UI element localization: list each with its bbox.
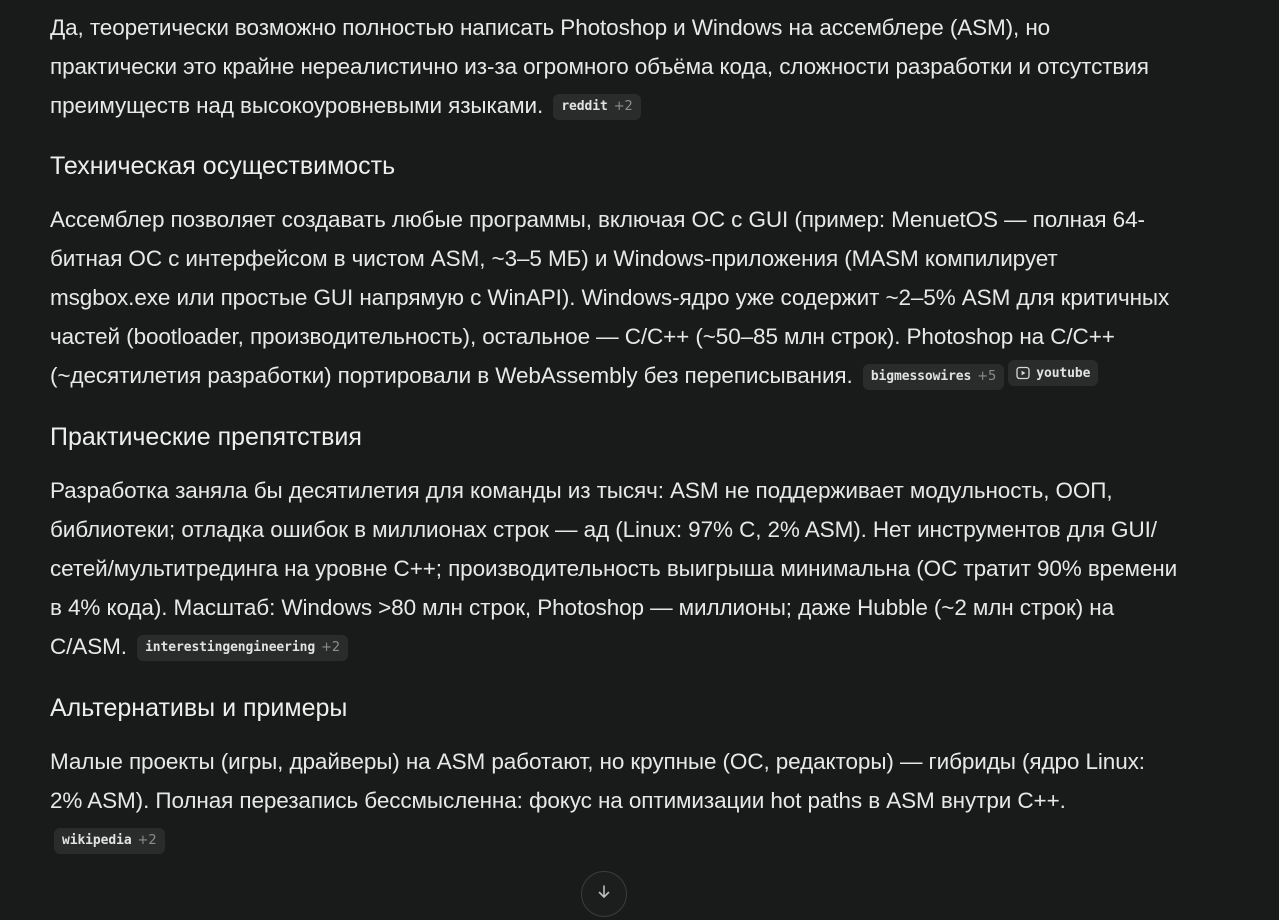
section-heading-feasibility: Техническая осуществимость — [50, 152, 396, 180]
section-paragraph-alternatives — [50, 742, 1180, 859]
video-icon — [1016, 366, 1030, 380]
source-chip-reddit[interactable] — [553, 94, 640, 120]
source-chip-label: bigmessowires — [870, 369, 972, 384]
intro-paragraph — [50, 8, 1180, 125]
source-chip-label: youtube — [1036, 365, 1091, 381]
section-paragraph-obstacles — [50, 471, 1180, 666]
arrow-down-icon — [595, 883, 613, 906]
answer-content — [50, 8, 1180, 859]
source-chip-label: reddit — [561, 99, 608, 114]
section-heading-alternatives: Альтернативы и примеры — [50, 694, 348, 722]
source-chip-label: interestingengineering — [145, 640, 316, 655]
source-chip-count: +2 — [321, 640, 341, 655]
section-text: Ассемблер позволяет создавать любые программы, включая ОС с GUI (пример: MenuetOS — полная 64-битная ОС с интерфейсом в чистом ASM, ~3–5 МБ) и Windows-приложения (MASM компилирует msgbox.exe или простые GUI напрямую с WinAPI). Windows-ядро уже содержит ~2–5% ASM для критичных частей (bootloader, производительность), остальное — C/C++ (~50–85 млн строк). Photoshop на C/C++ (~десятилетия разработки) портировали в WebAssembly без переписывания. — [50, 207, 1170, 388]
source-chip-interestingengineering[interactable] — [137, 635, 348, 661]
source-chip-count: +2 — [137, 833, 157, 848]
section-paragraph-feasibility — [50, 200, 1180, 395]
source-chip-count: +5 — [977, 369, 997, 384]
scroll-to-bottom-button[interactable] — [581, 871, 627, 917]
section-heading-obstacles: Практические препятствия — [50, 423, 362, 451]
section-text: Малые проекты (игры, драйверы) на ASM работают, но крупные (ОС, редакторы) — гибриды (ядро Linux: 2% ASM). Полная перезапись бессмысленна: фокус на оптимизации hot paths в ASM внутри C++. — [50, 749, 1145, 813]
source-chip-wikipedia[interactable] — [54, 828, 165, 854]
source-chip-bigmessowires[interactable] — [863, 364, 1004, 390]
source-chip-label: wikipedia — [62, 833, 132, 848]
source-chip-youtube[interactable] — [1008, 360, 1098, 386]
source-chip-count: +2 — [613, 99, 633, 114]
intro-text: Да, теоретически возможно полностью написать Photoshop и Windows на ассемблере (ASM), но практически это крайне нереалистично из-за огромного объёма кода, сложности разработки и отсутствия преимуществ над высокоуровневыми языками. — [50, 15, 1149, 118]
section-text: Разработка заняла бы десятилетия для команды из тысяч: ASM не поддерживает модульность, ООП, библиотеки; отладка ошибок в миллионах строк — ад (Linux: 97% C, 2% ASM). Нет инструментов для GUI/сетей/мультитрединга на уровне C++; производительность выигрыша минимальна (ОС тратит 90% времени в 4% кода). Масштаб: Windows >80 млн строк, Photoshop — миллионы; даже Hubble (~2 млн строк) на C/ASM. — [50, 478, 1178, 659]
